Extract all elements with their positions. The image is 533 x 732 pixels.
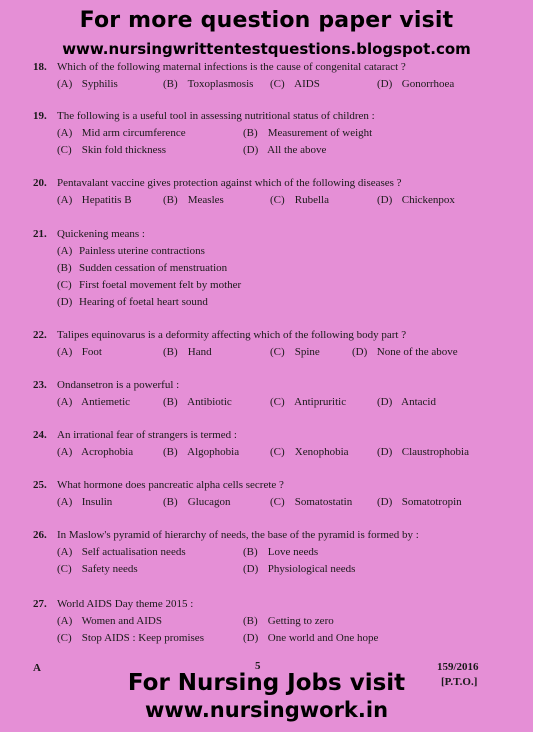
option-d: (D) Hearing of foetal heart sound [57, 296, 208, 308]
top-banner-title: For more question paper visit [79, 8, 454, 33]
option-a: (A) Acrophobia [57, 446, 134, 458]
question-21 [33, 226, 503, 311]
question-text: Ondansetron is a powerful : [57, 379, 180, 391]
option-d: (D) Chickenpox [377, 194, 455, 206]
options-row [57, 125, 503, 142]
question-text: The following is a useful tool in assessing nutritional status of children : [57, 110, 375, 122]
option-d: (D) None of the above [352, 346, 458, 358]
option-c: (C) Skin fold thickness [57, 144, 167, 156]
option-c: (C) Rubella [270, 194, 329, 206]
option-d: (D) All the above [243, 144, 327, 156]
options-row [57, 494, 503, 511]
option-c: (C) First foetal movement felt by mother [57, 279, 242, 291]
options-row [57, 394, 503, 411]
question-20 [33, 175, 503, 209]
option-a: (A) Syphilis [57, 78, 118, 90]
question-number: 25. [33, 479, 47, 491]
options-row [57, 344, 503, 361]
option-b: (B) Getting to zero [243, 615, 334, 627]
series-code: A [33, 662, 41, 674]
option-a: (A) Women and AIDS [57, 615, 162, 627]
question-26 [33, 527, 503, 578]
top-banner-url: www.nursingwrittentestquestions.blogspot.com [62, 40, 471, 58]
option-a: (A) Foot [57, 346, 102, 358]
question-24 [33, 427, 503, 461]
option-c: (C) AIDS [270, 78, 320, 90]
option-c: (C) Somatostatin [270, 496, 353, 508]
question-19 [33, 108, 503, 159]
option-c: (C) Antipruritic [270, 396, 347, 408]
options-row [57, 544, 503, 561]
option-d: (D) Antacid [377, 396, 436, 408]
question-text: World AIDS Day theme 2015 : [57, 598, 194, 610]
paper-code-number: 159/2016 [437, 661, 479, 673]
question-text: Which of the following maternal infections is the cause of congenital cataract ? [57, 61, 406, 73]
question-text: Talipes equinovarus is a deformity affecting which of the following body part ? [57, 329, 407, 341]
option-d: (D) Somatotropin [377, 496, 462, 508]
bottom-banner-url: www.nursingwork.in [144, 698, 389, 722]
question-number: 18. [33, 61, 47, 73]
bottom-banner-title: For Nursing Jobs visit [127, 670, 406, 696]
option-b: (B) Measles [163, 194, 224, 206]
options-row [57, 613, 503, 630]
question-number: 23. [33, 379, 47, 391]
question-number: 27. [33, 598, 47, 610]
option-d: (D) Gonorrhoea [377, 78, 455, 90]
options-row [57, 630, 503, 647]
page-number: 5 [255, 660, 261, 672]
option-d: (D) Claustrophobia [377, 446, 469, 458]
question-text: An irrational fear of strangers is termed : [57, 429, 237, 441]
question-text: Quickening means : [57, 228, 145, 240]
question-text: In Maslow's pyramid of hierarchy of needs, the base of the pyramid is formed by : [57, 529, 419, 541]
question-25 [33, 477, 503, 511]
option-a: (A) Self actualisation needs [57, 546, 186, 558]
option-b: (B) Hand [163, 346, 212, 358]
option-b: (B) Measurement of weight [243, 127, 373, 139]
option-b: (B) Sudden cessation of menstruation [57, 262, 228, 274]
question-number: 22. [33, 329, 47, 341]
option-d: (D) One world and One hope [243, 632, 379, 644]
option-c: (C) Spine [270, 346, 320, 358]
question-number: 19. [33, 110, 47, 122]
option-a: (A) Insulin [57, 496, 113, 508]
question-number: 26. [33, 529, 47, 541]
question-27 [33, 596, 503, 647]
question-number: 21. [33, 228, 47, 240]
question-text: Pentavalant vaccine gives protection against which of the following diseases ? [57, 177, 402, 189]
option-b: (B) Glucagon [163, 496, 231, 508]
options-row [57, 561, 503, 578]
option-b: (B) Antibiotic [163, 396, 232, 408]
question-23 [33, 377, 503, 411]
question-number: 24. [33, 429, 47, 441]
option-b: (B) Algophobia [163, 446, 240, 458]
option-a: (A) Mid arm circumference [57, 127, 186, 139]
question-22 [33, 327, 503, 361]
options-row [57, 76, 503, 93]
option-b: (B) Love needs [243, 546, 319, 558]
question-18 [33, 59, 503, 93]
option-c: (C) Xenophobia [270, 446, 349, 458]
option-b: (B) Toxoplasmosis [163, 78, 254, 90]
option-a: (A) Painless uterine contractions [57, 245, 205, 257]
options-row [57, 142, 503, 159]
pto-label: [P.T.O.] [441, 676, 478, 688]
options-row [57, 444, 503, 461]
option-c: (C) Safety needs [57, 563, 138, 575]
question-number: 20. [33, 177, 47, 189]
option-a: (A) Hepatitis B [57, 194, 132, 206]
question-text: What hormone does pancreatic alpha cells secrete ? [57, 479, 284, 491]
options-row [57, 192, 503, 209]
option-c: (C) Stop AIDS : Keep promises [57, 632, 204, 644]
option-a: (A) Antiemetic [57, 396, 131, 408]
option-d: (D) Physiological needs [243, 563, 356, 575]
